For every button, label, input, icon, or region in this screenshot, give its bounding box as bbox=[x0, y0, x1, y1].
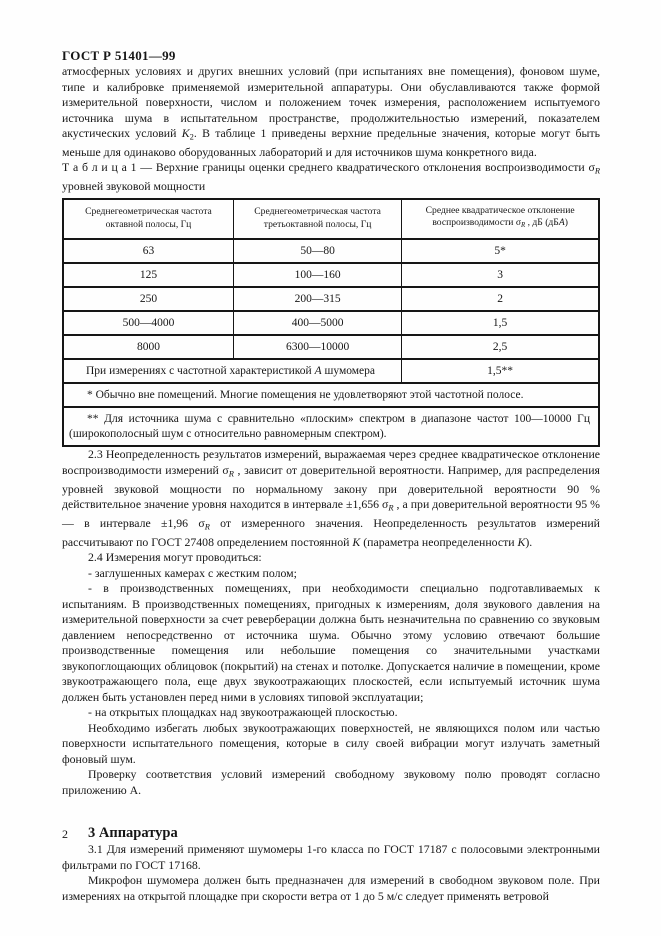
paragraph-avoid-surfaces: Необходимо избегать любых звукоотражающих поверхностей, не являющихся полом или частью поверхности испытательного помещения, которые в силу своей вибрации могут излучать заметный фоновый шум. bbox=[62, 720, 600, 766]
table-cell: 500—4000 bbox=[63, 311, 233, 335]
table-cell: 250 bbox=[63, 287, 233, 311]
paragraph-free-field-check: Проверку соответствия условий измерений свободному звуковому полю проводят согласно приложению А. bbox=[62, 767, 600, 797]
table-cell: 2 bbox=[402, 287, 599, 311]
table-row bbox=[63, 239, 599, 263]
table-cell: 63 bbox=[63, 239, 233, 263]
table-header-row bbox=[63, 199, 599, 239]
table-row bbox=[63, 311, 599, 335]
list-item-open-area: - на открытых площадках над звукоотражающей плоскостью. bbox=[88, 705, 398, 720]
page-number: 2 bbox=[62, 827, 68, 841]
paragraph-2-3: 2.3 Неопределенность результатов измерений, выражаемая через среднее квадратическое отклонение воспроизводимости измерений $\sigma_R$ , зависит от доверительной вероятности. Например, для распределения уровней звуковой мощности по нормальному закону при доверительной вероятности 90 % действительное значение уровня находится в интервале ±1,656 $\sigma_R$ , а при доверительной вероятности 95 % — в интервале ±1,96 $\sigma_R$ от измеренного значения. Неопределенность результатов измерений рассчитывают по ГОСТ 27408 определением постоянной K (параметра неопределенности K). bbox=[62, 447, 600, 549]
table-cell: 125 bbox=[63, 263, 233, 287]
table-footnote-row bbox=[63, 407, 599, 446]
table-cell: 5* bbox=[402, 239, 599, 263]
table-footnote-row bbox=[63, 383, 599, 408]
table-1 bbox=[62, 198, 600, 447]
section-3-heading: 3 Аппаратура bbox=[88, 825, 178, 842]
table-cell: 400—5000 bbox=[233, 311, 401, 335]
list-item-industrial: - в производственных помещениях, при необходимости специально подготавливаемых к испытаниям. В производственных помещениях, пригодных к измерениям, доля звукового давления на измерительной поверхности за счет реверберации должна быть незначительна по сравнению со звуковым давлением непосредственно от источника шума. Обычно этому условию отвечают большие производственные помещения или небольшие помещения со значительными участками звукопоглощающих облицовок (покрытий) на стенах и потолке. Допускается наличие в помещении, кроме звукоотражающего пола, еще двух звукоотражающих плоскостей, если испытуемый источник шума должен быть установлен перед ними в условиях типовой эксплуатации; bbox=[62, 581, 600, 704]
footnote-star: * Обычно вне помещений. Многие помещения не удовлетворяют этой частотной полосе. bbox=[63, 383, 599, 408]
col-header-octave-band: Среднегеометрическая частота октавной полосы, Гц bbox=[63, 199, 233, 239]
doc-header-title: ГОСТ Р 51401—99 bbox=[62, 48, 176, 63]
table-caption: Т а б л и ц а 1 — Верхние границы оценки среднего квадратического отклонения воспроизводимости $\sigma_R$ уровней звуковой мощности bbox=[62, 160, 600, 194]
col-header-std-deviation: Среднее квадратическое отклонение воспроизводимости $\sigma_R$ , дБ (дБА) bbox=[402, 199, 599, 239]
paragraph-2-4: 2.4 Измерения могут проводиться: bbox=[88, 550, 262, 565]
footnote-double-star: ** Для источника шума с сравнительно «плоским» спектром в диапазоне частот 100—10000 Гц (широкополосный шум с относительно равномерным спектром). bbox=[63, 407, 599, 446]
table-cell: 6300—10000 bbox=[233, 335, 401, 359]
a-weighting-value-cell: 1,5** bbox=[402, 359, 599, 383]
list-item-anechoic: - заглушенных камерах с жестким полом; bbox=[88, 565, 297, 580]
col-header-third-octave-band: Среднегеометрическая частота третьоктавной полосы, Гц bbox=[233, 199, 401, 239]
table-row bbox=[63, 263, 599, 287]
paragraph-3-1: 3.1 Для измерений применяют шумомеры 1-го класса по ГОСТ 17187 с полосовыми электронными фильтрами по ГОСТ 17168. bbox=[62, 842, 600, 872]
intro-paragraph: атмосферных условиях и других внешних условий (при испытаниях вне помещения), фоновом шуме, типе и калибровке применяемой измерительной аппаратуры. Они обуславливаются также формой измерительной поверхности, числом и положением точек измерения, расположением испытуемого источника шума в испытательном пространстве, продолжительностью измерений, показателем акустических условий $K_2$. В таблице 1 приведены верхние предельные значения, которые могут быть меньше для одинаково оборудованных лабораторий и для источников шума конкретного вида. bbox=[62, 64, 601, 159]
table-cell: 8000 bbox=[63, 335, 233, 359]
paragraph-microphone: Микрофон шумомера должен быть предназначен для измерений в свободном звуковом поле. При измерениях на открытой площадке при скорости ветра от 1 до 5 м/с следует применять ветровой bbox=[62, 873, 600, 903]
table-cell: 200—315 bbox=[233, 287, 401, 311]
table-cell: 1,5 bbox=[402, 311, 599, 335]
table-row-a-weighting bbox=[63, 359, 599, 383]
table-cell: 3 bbox=[402, 263, 599, 287]
table-row bbox=[63, 287, 599, 311]
table-cell: 100—160 bbox=[233, 263, 401, 287]
table-row bbox=[63, 335, 599, 359]
table-cell: 2,5 bbox=[402, 335, 599, 359]
table-cell: 50—80 bbox=[233, 239, 401, 263]
a-weighting-label-cell: При измерениях с частотной характеристикой А шумомера bbox=[63, 359, 402, 383]
